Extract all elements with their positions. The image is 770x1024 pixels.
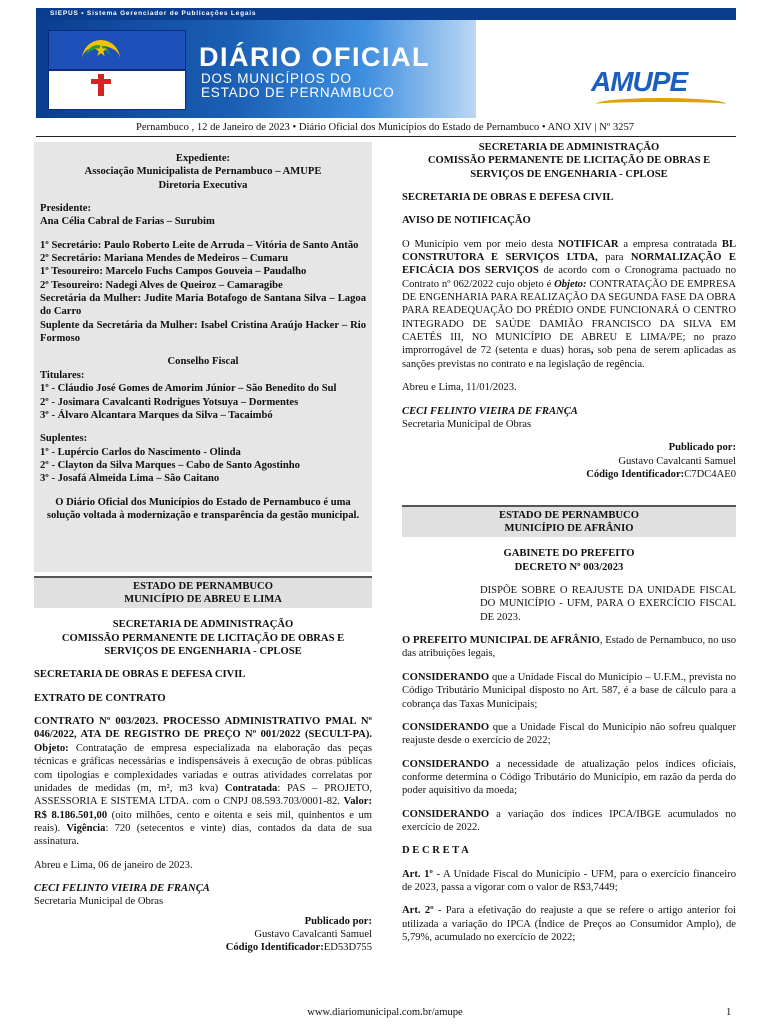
expediente-org: Associação Municipalista de Pernambuco – AMUPE: [84, 166, 322, 178]
member-1: 1º Secretário: Paulo Roberto Leite de Arruda – Vitória de Santo Antão: [40, 239, 359, 251]
notice-bold-1: NOTIFICAR: [557, 238, 619, 250]
considerando-label: CONSIDERANDO: [402, 758, 490, 770]
expediente-box: [34, 142, 372, 572]
prefeito-title: O PREFEITO MUNICIPAL DE AFRÂNIO: [402, 635, 600, 647]
member-4: 2º Tesoureiro: Nadegi Alves de Queiroz – Camaragibe: [40, 279, 283, 291]
notice-objeto-label: Objeto:: [554, 278, 587, 290]
signer-role: Secretaria Municipal de Obras: [34, 896, 164, 908]
article-text: - Para a efetivação do reajuste a que se refere o artigo anterior foi utilizada a variação do IPCA (Índice de Preços ao Consumidor Amplo), de 5,79%, acumulado no exercício de 2022;: [402, 905, 736, 943]
edition-info-line: Pernambuco , 12 de Janeiro de 2023 • Diário Oficial dos Municípios do Estado de Pernambuco • ANO XIV | Nº 3257: [135, 122, 635, 133]
publisher-code-value: ED53D755: [323, 942, 372, 954]
header-divider: [36, 136, 736, 137]
publisher-name: Gustavo Cavalcanti Samuel: [254, 928, 372, 940]
pernambuco-flag-icon: [48, 30, 186, 110]
considerando-label: CONSIDERANDO: [402, 721, 490, 733]
masthead-title: DIÁRIO OFICIAL: [199, 42, 430, 72]
masthead-blue-panel: [36, 20, 476, 118]
prefeito-text: , Estado de Pernambuco, no uso das atribuições legais,: [402, 635, 736, 660]
contract-body-text-4: : 720 (setecentos e vinte) dias, contados da data de sua assinatura.: [34, 822, 372, 848]
suplente-1: 1º - Lupércio Carlos do Nascimento - Olinda: [40, 446, 241, 458]
notice-body: [402, 238, 736, 371]
pub-head-secretaria: SECRETARIA DE ADMINISTRAÇÃO: [478, 142, 660, 153]
considerando-3: [402, 758, 736, 798]
gabinete-title: GABINETE DO PREFEITO: [503, 548, 635, 560]
masthead-banner: [36, 8, 736, 118]
article-1: [402, 868, 736, 895]
considerando-text: que a Unidade Fiscal do Município não sofreu qualquer reajuste desde o exercício de 2022;: [402, 721, 736, 747]
expediente-diretoria: Diretoria Executiva: [158, 179, 248, 191]
member-5: Secretária da Mulher: Judite Maria Botafogo de Santana Silva – Lagoa do Carro: [40, 293, 366, 318]
page-number: 1: [726, 1007, 732, 1018]
considerando-2: [402, 721, 736, 748]
afranio-box-header: [402, 505, 736, 537]
member-6: Suplente da Secretária da Mulher: Isabel Cristina Araújo Hacker – Rio Formoso: [40, 319, 366, 345]
pub-head-secretaria: SECRETARIA DE ADMINISTRAÇÃO: [112, 619, 294, 631]
considerando-text: a variação dos índices IPCA/IBGE acumulados no exercício de 2022.: [402, 808, 736, 833]
abreu-lima-box-header: [34, 576, 372, 608]
member-3: 1º Tesoureiro: Marcelo Fuchs Campos Gouveia – Paudalho: [40, 266, 307, 278]
contract-body: [34, 715, 372, 848]
pub-secretaria: SECRETARIA DE OBRAS E DEFESA CIVIL: [402, 192, 614, 204]
presidente-name: Ana Célia Cabral de Farias – Surubim: [40, 216, 215, 228]
publisher-code-value: C7DC4AE0: [684, 468, 736, 480]
considerando-text: a necessidade de atualização pelos índices oficiais, conforme determina o Código Tributário do Município, em razão da perda do poder aquisitivo da moeda;: [402, 758, 736, 797]
suplentes-label: Suplentes:: [40, 433, 88, 445]
notice-text-3: para: [597, 252, 631, 264]
state-name: ESTADO DE PERNAMBUCO: [499, 510, 639, 521]
signer-name: CECI FELINTO VIEIRA DE FRANÇA: [402, 405, 578, 417]
abreu-lima-aviso: [402, 141, 736, 481]
masthead-topbar: [36, 8, 736, 20]
article-2: [402, 904, 736, 944]
footer-url-link[interactable]: www.diariomunicipal.com.br/amupe: [307, 1007, 463, 1018]
signer-name: CECI FELINTO VIEIRA DE FRANÇA: [34, 882, 210, 894]
article-label: Art. 2º: [402, 905, 434, 917]
decreto-number: DECRETO Nº 003/2023: [514, 561, 624, 573]
suplente-3: 3º - Josafá Almeida Lima – São Caitano: [40, 473, 220, 485]
publisher-label: Publicado por:: [668, 442, 736, 454]
signer-role: Secretaria Municipal de Obras: [402, 418, 532, 430]
abreu-lima-extrato: [34, 576, 372, 955]
considerando-4: [402, 808, 736, 835]
notice-bold-3: NORMALIZAÇÃO E EFICÁCIA DOS SERVIÇOS: [402, 252, 736, 277]
publisher-code-label: Código Identificador:: [586, 468, 685, 480]
considerando-label: CONSIDERANDO: [402, 671, 490, 683]
contract-body-text-3: (oito milhões, cento e oitenta e seis mil, quinhentos e um reais).: [34, 809, 372, 834]
expediente-motto: O Diário Oficial dos Municípios do Estado de Pernambuco é uma solução voltada à modernização e transparência da gestão municipal.: [46, 496, 360, 521]
publisher-code: [402, 468, 736, 481]
decreta-heading: D E C R E T A: [402, 845, 469, 857]
notice-text-1: O Município vem por meio desta: [402, 238, 558, 250]
amupe-swoosh-icon: [596, 98, 726, 110]
doc-title: AVISO DE NOTIFICAÇÃO: [402, 215, 531, 227]
expediente-title: Expediente:: [175, 153, 231, 164]
presidente-label: Presidente:: [40, 203, 91, 215]
notice-company: BL CONSTRUTORA E SERVIÇOS LTDA,: [402, 238, 737, 264]
contract-body-text-2: : PAS – PROJETO, ASSESSORIA E SISTEMA LTDA. com o CNPJ 08.593.703/0001-82.: [34, 782, 372, 808]
contract-body-bold-2: Contratada: [224, 782, 278, 794]
municipality-name: MUNICÍPIO DE ABREU E LIMA: [124, 593, 282, 605]
contract-body-text-1: Contratação de empresa especializada na elaboração das peças técnicas e gráficas necessárias e indispensáveis à execução de obras públicas com tipologias e complexidades variadas e outras atividades correlatas por unidades de medidas (m, m², m3 kva): [34, 742, 372, 794]
pub-secretaria: SECRETARIA DE OBRAS E DEFESA CIVIL: [34, 669, 246, 681]
contract-body-bold-1: CONTRATO Nº 003/2023. PROCESSO ADMINISTRATIVO PMAL Nº 046/2022, ATA DE REGISTRO DE PREÇO Nº 001/2022 (SECULT-PA). Objeto:: [34, 716, 372, 754]
pub-date: Abreu e Lima, 11/01/2023.: [402, 382, 517, 394]
considerando-1: [402, 671, 736, 711]
afranio-decreto: [402, 505, 736, 944]
prefeito-intro: [402, 634, 736, 661]
right-column: [402, 141, 737, 943]
titular-2: 2º - Josimara Cavalcanti Rodrigues Yotsuya – Dormentes: [40, 396, 299, 408]
article-label: Art. 1º: [402, 868, 433, 880]
municipality-name: MUNICÍPIO DE AFRÂNIO: [504, 522, 634, 534]
publisher-name: Gustavo Cavalcanti Samuel: [618, 455, 736, 467]
masthead-subtitle-line1: DOS MUNICÍPIOS DO: [201, 71, 352, 86]
notice-bold-4: ,: [590, 345, 594, 357]
titular-1: 1º - Cláudio José Gomes de Amorim Júnior – São Benedito do Sul: [40, 383, 337, 395]
topbar-text: SIEPUS • Sistema Gerenciador de Publicações Legais: [50, 9, 257, 17]
masthead-subtitle: [201, 72, 395, 99]
suplente-2: 2º - Clayton da Silva Marques – Cabo de Santo Agostinho: [40, 459, 300, 471]
notice-text-6: sob pena de serem aplicadas as sanções previstas no contrato e na legislação de regência.: [402, 345, 736, 370]
publisher-label: Publicado por:: [304, 915, 372, 927]
member-2: 2º Secretário: Mariana Mendes de Medeiros – Cumaru: [40, 253, 289, 265]
contract-body-bold-4: Vigência: [66, 822, 106, 834]
titulares-label: Titulares:: [40, 369, 85, 381]
amupe-logo: AMUPE: [591, 66, 688, 97]
notice-text-2: a empresa contratada: [618, 238, 722, 250]
masthead-subtitle-line2: ESTADO DE PERNAMBUCO: [201, 84, 395, 100]
titular-3: 3º - Álvaro Alcantara Marques da Silva – Tacaimbó: [40, 409, 273, 421]
considerando-text: que a Unidade Fiscal do Município – U.F.M., prevista no Código Tributário Municipal disposto no Art. 587, é a base de cálculo para a cobrança das Taxas Municipais;: [402, 671, 736, 710]
pub-head-comissao: COMISSÃO PERMANENTE DE LICITAÇÃO DE OBRAS E SERVIÇOS DE ENGENHARIA - CPLOSE: [61, 632, 345, 658]
pub-date: Abreu e Lima, 06 de janeiro de 2023.: [34, 859, 193, 871]
state-name: ESTADO DE PERNAMBUCO: [133, 581, 273, 592]
article-text: - A Unidade Fiscal do Município - UFM, para o exercício financeiro de 2023, passa a vigorar com o valor de R$3,7449;: [402, 868, 736, 893]
conselho-title: Conselho Fiscal: [167, 356, 239, 368]
pub-head-comissao: COMISSÃO PERMANENTE DE LICITAÇÃO DE OBRAS E SERVIÇOS DE ENGENHARIA - CPLOSE: [427, 155, 711, 180]
decreto-ementa: DISPÕE SOBRE O REAJUSTE DA UNIDADE FISCAL DO MUNICÍPIO - UFM, PARA O EXERCÍCIO FISCAL DE 2023.: [480, 585, 736, 623]
publisher-code: [34, 941, 372, 954]
notice-text-4: de acordo com o Cronograma pactuado no Contrato nº 062/2022 cujo objeto é: [402, 265, 736, 290]
considerando-label: CONSIDERANDO: [402, 808, 490, 820]
contract-value: Valor: R$ 8.186.501,00: [34, 796, 372, 821]
notice-text-5: CONTRATAÇÃO DE EMPRESA DE ENGENHARIA PARA REALIZAÇÃO DA SEGUNDA FASE DA OBRA PARA READEQUAÇÃO DO PRÉDIO ONDE FUNCIONARÁ O CENTRO INTEGRADO DE SAÚDE DAMIÃO FRANCISCO DA SILVA EM CAETÉS III, NO MUNICÍPIO DE ABREU E LIMA/PE; no prazo improrrogável de 72 (setenta e duas) horas: [402, 278, 736, 357]
doc-title: EXTRATO DE CONTRATO: [34, 692, 166, 704]
publisher-code-label: Código Identificador:: [225, 942, 324, 954]
